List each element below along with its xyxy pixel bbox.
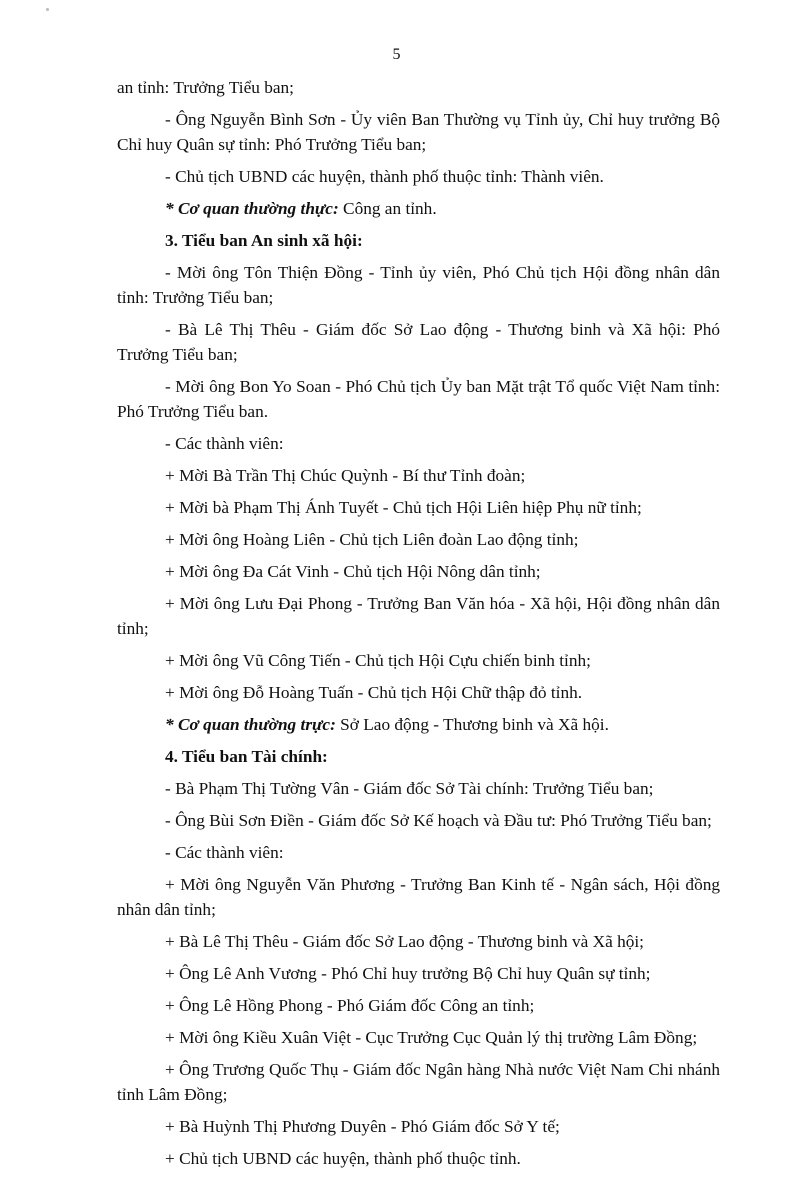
list-item: - Các thành viên: xyxy=(165,434,284,453)
standing-agency-label: * Cơ quan thường trực: xyxy=(165,715,336,734)
list-item: - Ông Bùi Sơn Điền - Giám đốc Sở Kế hoạch và Đầu tư: Phó Trưởng Tiểu ban; xyxy=(165,811,712,830)
list-item: - Chủ tịch UBND các huyện, thành phố thuộc tỉnh: Thành viên. xyxy=(165,167,604,186)
list-item: + Chủ tịch UBND các huyện, thành phố thuộc tỉnh. xyxy=(165,1149,521,1168)
standing-agency-paragraph xyxy=(117,712,720,737)
list-item: + Mời ông Kiều Xuân Việt - Cục Trưởng Cục Quản lý thị trường Lâm Đồng; xyxy=(165,1028,698,1047)
list-item: + Mời ông Hoàng Liên - Chủ tịch Liên đoàn Lao động tỉnh; xyxy=(165,530,579,549)
section-heading: 3. Tiểu ban An sinh xã hội: xyxy=(165,231,363,250)
section-heading: 4. Tiểu ban Tài chính: xyxy=(165,747,328,766)
list-item: - Bà Lê Thị Thêu - Giám đốc Sở Lao động - Thương binh và Xã hội: Phó Trưởng Tiểu ban; xyxy=(117,320,720,364)
list-item: + Ông Lê Hồng Phong - Phó Giám đốc Công an tỉnh; xyxy=(165,996,535,1015)
standing-agency-paragraph xyxy=(117,196,720,221)
list-item: + Mời ông Lưu Đại Phong - Trưởng Ban Văn hóa - Xã hội, Hội đồng nhân dân tỉnh; xyxy=(117,594,720,638)
standing-agency-value: Sở Lao động - Thương binh và Xã hội. xyxy=(335,715,609,734)
list-item: + Mời ông Đỗ Hoàng Tuấn - Chủ tịch Hội Chữ thập đỏ tỉnh. xyxy=(165,683,583,702)
list-item: + Ông Lê Anh Vương - Phó Chỉ huy trưởng Bộ Chỉ huy Quân sự tỉnh; xyxy=(165,964,651,983)
list-item: - Mời ông Tôn Thiện Đồng - Tỉnh ủy viên, Phó Chủ tịch Hội đồng nhân dân tỉnh: Trưởng Tiểu ban; xyxy=(117,263,720,307)
list-item: + Mời ông Nguyễn Văn Phương - Trưởng Ban Kinh tế - Ngân sách, Hội đồng nhân dân tỉnh; xyxy=(117,875,720,919)
list-item: - Các thành viên: xyxy=(165,843,284,862)
standing-agency-value: Công an tỉnh. xyxy=(338,199,437,218)
paragraph: an tỉnh: Trưởng Tiểu ban; xyxy=(117,78,294,97)
list-item: - Mời ông Bon Yo Soan - Phó Chủ tịch Ủy ban Mặt trật Tổ quốc Việt Nam tỉnh: Phó Trưởng Tiểu ban. xyxy=(117,377,720,421)
list-item: - Bà Phạm Thị Tường Vân - Giám đốc Sở Tài chính: Trưởng Tiểu ban; xyxy=(165,779,654,798)
list-item: + Ông Trương Quốc Thụ - Giám đốc Ngân hàng Nhà nước Việt Nam Chi nhánh tỉnh Lâm Đồng; xyxy=(117,1060,720,1104)
list-item: - Ông Nguyễn Bình Sơn - Ủy viên Ban Thường vụ Tỉnh ủy, Chỉ huy trưởng Bộ Chỉ huy Quân sự tỉnh: Phó Trưởng Tiểu ban; xyxy=(117,110,720,154)
scan-artifact-dot xyxy=(46,8,49,11)
list-item: + Bà Lê Thị Thêu - Giám đốc Sở Lao động - Thương binh và Xã hội; xyxy=(165,932,644,951)
page-number: 5 xyxy=(392,46,401,63)
list-item: + Mời bà Phạm Thị Ánh Tuyết - Chủ tịch Hội Liên hiệp Phụ nữ tỉnh; xyxy=(165,498,642,517)
document-body xyxy=(117,75,720,1178)
standing-agency-label: * Cơ quan thường thực: xyxy=(165,199,339,218)
list-item: + Mời ông Đa Cát Vinh - Chủ tịch Hội Nông dân tỉnh; xyxy=(165,562,541,581)
list-item: + Mời ông Vũ Công Tiến - Chủ tịch Hội Cựu chiến binh tỉnh; xyxy=(165,651,591,670)
list-item: + Bà Huỳnh Thị Phương Duyên - Phó Giám đốc Sở Y tế; xyxy=(165,1117,560,1136)
list-item: + Mời Bà Trần Thị Chúc Quỳnh - Bí thư Tỉnh đoàn; xyxy=(165,466,526,485)
